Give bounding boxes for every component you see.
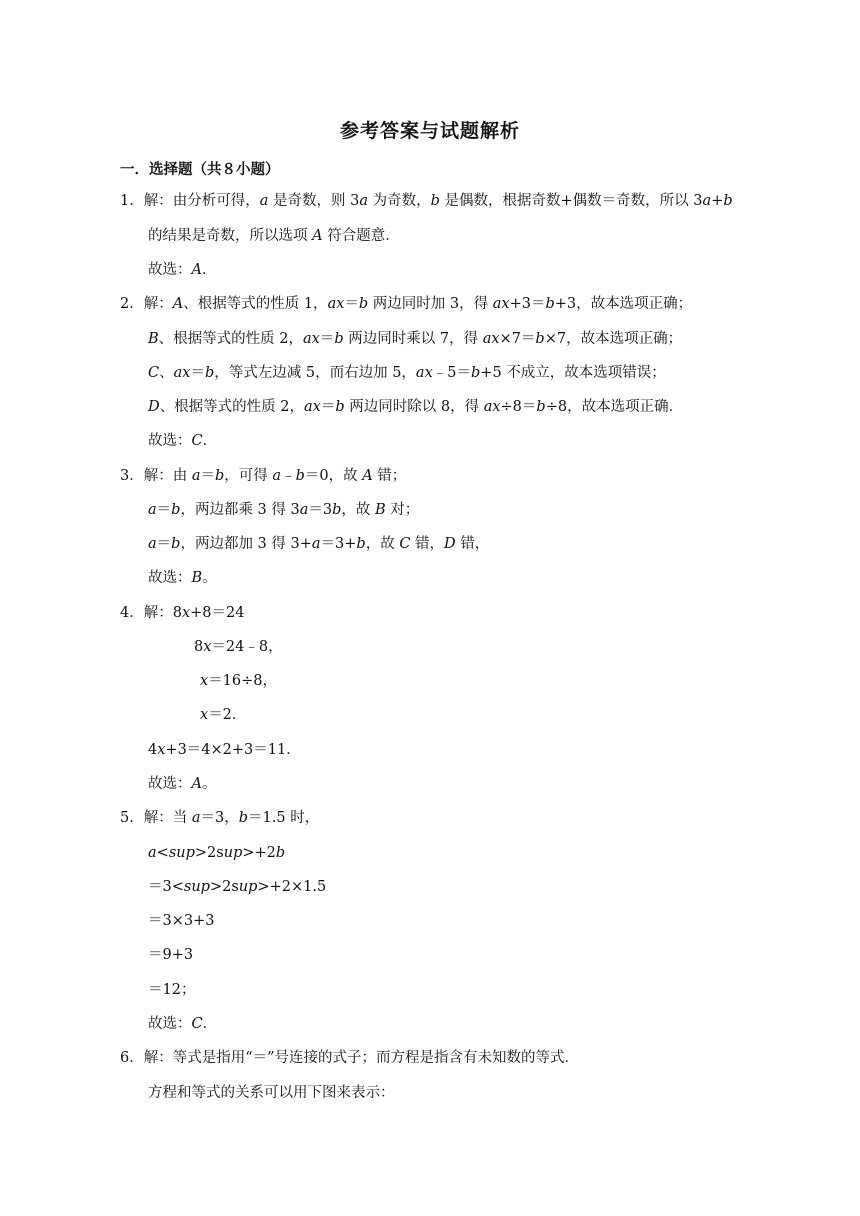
text-line: 4．解：8x+8＝24 [120, 605, 245, 621]
text-line: 5．解：当 a＝3，b＝1.5 时， [120, 810, 320, 826]
text-line: a＝b，两边都乘 3 得 3a＝3b，故 B 对； [148, 502, 420, 518]
text-line: 故选：A． [148, 262, 217, 278]
text-line: 故选：C． [148, 433, 218, 449]
text-line: 8x＝24﹣8， [194, 639, 283, 655]
text-line: 1．解：由分析可得，a 是奇数，则 3a 为奇数，b 是偶数，根据奇数+偶数＝奇数，所以 3a+b [120, 193, 733, 209]
text-line: 方程和等式的关系可以用下图来表示： [148, 1085, 395, 1101]
text-line: B、根据等式的性质 2，ax＝b 两边同时乘以 7，得 ax×7＝b×7，故本选项正确； [148, 331, 683, 347]
text-line: 的结果是奇数，所以选项 A 符合题意． [148, 228, 400, 244]
text-line: x＝2． [200, 707, 247, 723]
text-line: 故选：C． [148, 1016, 218, 1032]
text-line: ＝9+3 [148, 947, 194, 963]
text-line: D、根据等式的性质 2，ax＝b 两边同时除以 8，得 ax÷8＝b÷8，故本选项正确． [148, 399, 684, 415]
text-line: ＝3<sup>2sup>+2×1.5 [148, 879, 327, 895]
text-line: C、ax＝b，等式左边减 5，而右边加 5，ax﹣5＝b+5 不成立，故本选项错误； [148, 365, 666, 381]
section-heading: 一．选择题（共８小题） [120, 162, 280, 178]
text-line: a＝b，两边都加 3 得 3+a＝3+b，故 C 错，D 错， [148, 536, 490, 552]
text-line: 4x+3＝4×2+3＝11． [148, 742, 301, 758]
text-line: ＝3×3+3 [148, 913, 215, 929]
text-line: 故选：B。 [148, 570, 217, 586]
text-line: a<sup>2sup>+2b [148, 845, 286, 861]
page-title: 参考答案与试题解析 [339, 120, 520, 142]
text-line: 6．解：等式是指用“＝”号连接的式子；而方程是指含有未知数的等式． [120, 1050, 580, 1066]
text-line: 2．解：A、根据等式的性质 1，ax＝b 两边同时加 3，得 ax+3＝b+3，故本选项正确； [120, 296, 693, 312]
text-line: x＝16÷8， [200, 673, 278, 689]
text-line: ＝12； [148, 982, 196, 998]
text-line: 3．解：由 a＝b，可得 a﹣b＝0，故 A 错； [120, 468, 407, 484]
text-line: 故选：A。 [148, 776, 217, 792]
